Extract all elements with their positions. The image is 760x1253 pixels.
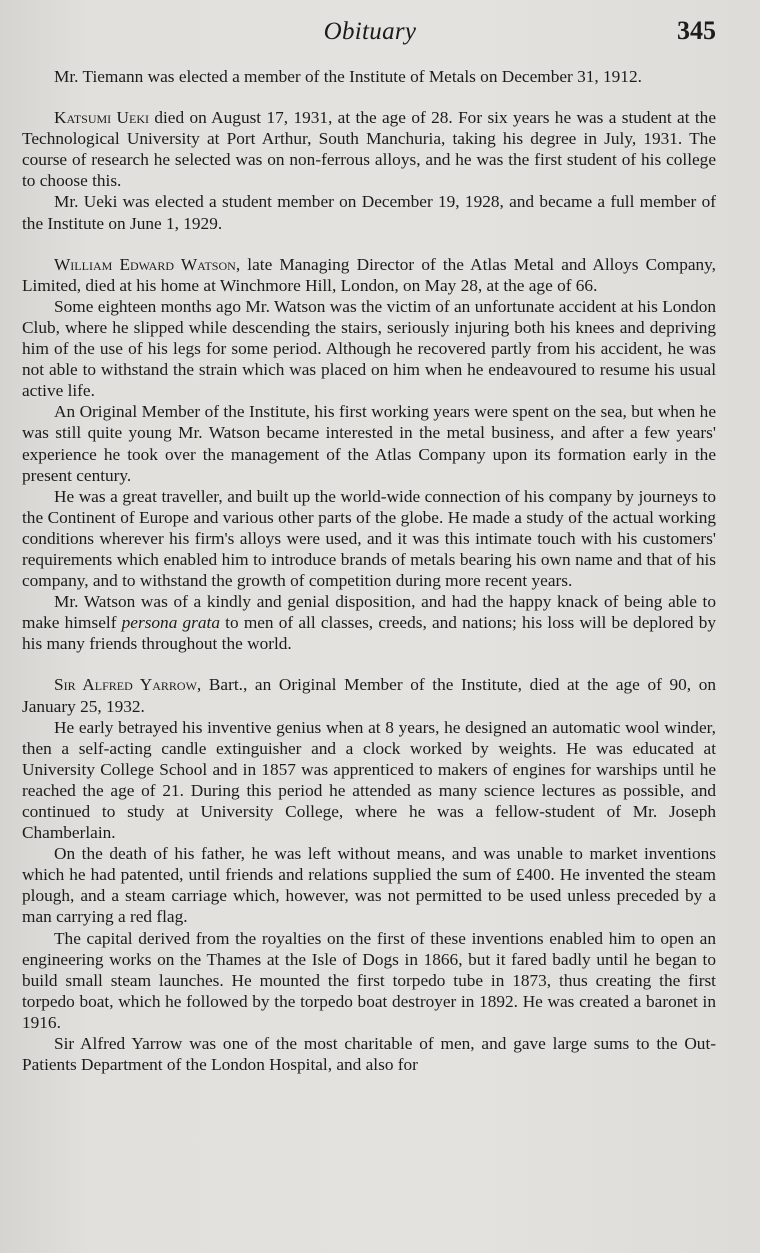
running-head — [24, 14, 716, 54]
paragraph-yarrow-early-life: He early betrayed his inventive genius when at 8 years, he designed an automatic wool winder, then a self-acting candle extinguisher and a clock worked by weights. He was educated at University College School and in 1857 was apprenticed to makers of engines for warships until he reached the age of 21. During this period he attended as many science lectures as possible, and continued to study at University College, where he was a fellow-student of Mr. Joseph Chamberlain. — [22, 717, 716, 843]
paragraph-yarrow-obituary: Sir Alfred Yarrow, Bart., an Original Member of the Institute, died at the age of 90, on January 25, 1932. — [22, 675, 716, 716]
paragraph-watson-accident: Some eighteen months ago Mr. Watson was the victim of an unfortunate accident at his London Club, where he slipped while descending the stairs, seriously injuring both his knees and depriving him of the use of his legs for some period. Although he recovered partly from his accident, he was not able to withstand the strain which was placed on him when he endeavoured to resume his usual active life. — [22, 296, 716, 401]
paragraph-watson-obituary: William Edward Watson, late Managing Director of the Atlas Metal and Alloys Company, Limited, died at his home at Winchmore Hill, London, on May 28, at the age of 66. — [22, 254, 717, 295]
paragraph-watson-character: Mr. Watson was of a kindly and genial disposition, and had the happy knack of being able to make himself persona grata to men of all classes, creeds, and nations; his loss will be deplored by his many friends throughout the world. — [22, 592, 716, 654]
paragraph-ueki-membership: Mr. Ueki was elected a student member on December 19, 1928, and became a full member of the Institute on June 1, 1929. — [22, 192, 716, 233]
paragraph-yarrow-inventions: On the death of his father, he was left without means, and was unable to market inventions which he had patented, until friends and relations supplied the sum of £400. He invented the steam plough, and a steam carriage which, however, was not permitted to be used unless preceded by a man carrying a red flag. — [22, 844, 716, 927]
paragraph-watson-travels: He was a great traveller, and built up the world-wide connection of his company by journeys to the Continent of Europe and various other parts of the globe. He made a study of the actual working conditions wherever his firm's alloys were used, and it was this intimate touch with his customers' requirements which enabled him to introduce brands of metals bearing his own name and that of his company, and to withstand the growth of competition during more recent years. — [22, 486, 716, 591]
page-number: 345 — [677, 16, 716, 45]
deceased-name: Katsumi Ueki — [54, 108, 149, 128]
paragraph-watson-career: An Original Member of the Institute, his first working years were spent on the sea, but when he was still quite young Mr. Watson became interested in the metal business, and after a few years' experience he took over the management of the Atlas Company upon its formation early in the present century. — [22, 402, 716, 485]
page-title: Obituary — [323, 18, 417, 45]
italic-phrase: persona grata — [121, 613, 220, 633]
paragraph-ueki-obituary: Katsumi Ueki died on August 17, 1931, at the age of 28. For six years he was a student at the Technological University at Port Arthur, South Manchuria, taking his degree in July, 1931. The course of research he selected was on non-ferrous alloys, and he was the first student of his college to choose this. — [22, 108, 716, 191]
paragraph-yarrow-charity: Sir Alfred Yarrow was one of the most charitable of men, and gave large sums to the Out-Patients Department of the London Hospital, and also for — [22, 1034, 716, 1075]
deceased-name: William Edward Watson — [54, 254, 236, 274]
deceased-name: Sir Alfred Yarrow — [54, 675, 197, 695]
paragraph-yarrow-works: The capital derived from the royalties on the first of these inventions enabled him to open an engineering works on the Thames at the Isle of Dogs in 1866, but it fared badly until he began to build small steam launches. He mounted the first torpedo tube in 1873, thus creating the first torpedo boat, which he followed by the torpedo boat destroyer in 1892. He was created a baronet in 1916. — [22, 928, 716, 1032]
paragraph-tiemann-membership: Mr. Tiemann was elected a member of the Institute of Metals on December 31, 1912. — [54, 67, 642, 86]
body-text — [22, 66, 716, 1075]
